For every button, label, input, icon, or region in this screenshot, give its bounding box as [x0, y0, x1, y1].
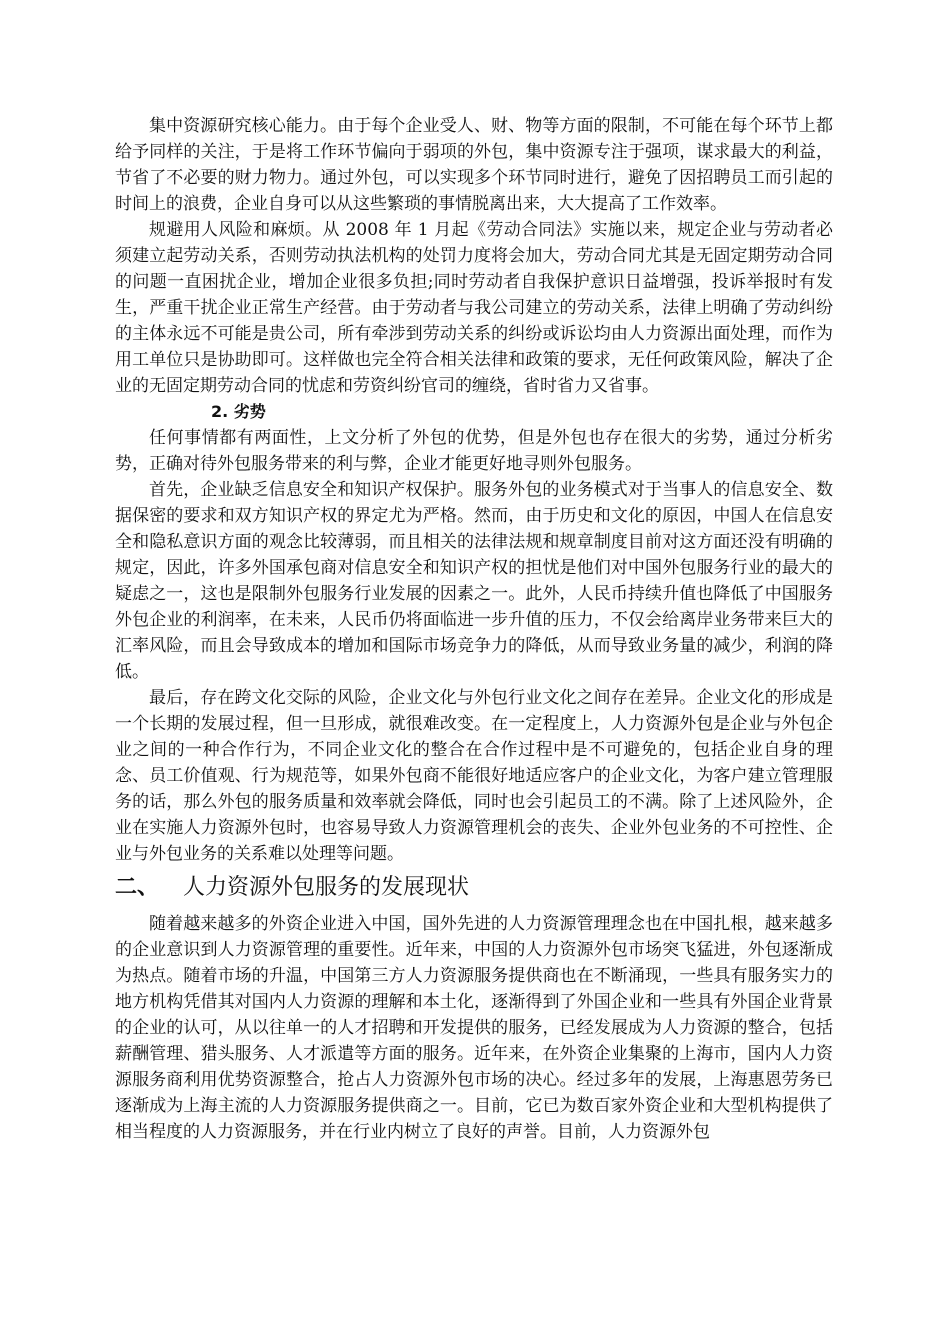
- paragraph-employment-risk: 规避用人风险和麻烦。从 2008 年 1 月起《劳动合同法》实施以来，规定企业与劳动者必须建立起劳动关系，否则劳动执法机构的处罚力度将会加大，劳动合同尤其是无固定期劳动合同的问题一直困扰企业，增加企业很多负担;同时劳动者自我保护意识日益增强，投诉举报时有发生，严重干扰企业正常生产经营。由于劳动者与我公司建立的劳动关系，法律上明确了劳动纠纷的主体永远不可能是贵公司，所有牵涉到劳动关系的纠纷或诉讼均由人力资源出面处理，而作为用工单位只是协助即可。这样做也完全符合相关法律和政策的要求，无任何政策风险，解决了企业的无固定期劳动合同的忧虑和劳资纠纷官司的缠绕，省时省力又省事。: [115, 220, 833, 396]
- chapter-number: 二、: [115, 875, 160, 900]
- paragraph-core-competence: 集中资源研究核心能力。由于每个企业受人、财、物等方面的限制，不可能在每个环节上都给予同样的关注，于是将工作环节偏向于弱项的外包，集中资源专注于强项，谋求最大的利益，节省了不必要的财力物力。通过外包，可以实现多个环节同时进行，避免了因招聘员工而引起的时间上的浪费，企业自身可以从这些繁琐的事情脱离出来，大大提高了工作效率。: [115, 116, 833, 214]
- paragraph-cultural-risk: 最后，存在跨文化交际的风险，企业文化与外包行业文化之间存在差异。企业文化的形成是一个长期的发展过程，但一旦形成，就很难改变。在一定程度上，人力资源外包是企业与外包企业之间的一种合作行为，不同企业文化的整合在合作过程中是不可避免的，包括企业自身的理念、员工价值观、行为规范等，如果外包商不能很好地适应客户的企业文化，为客户建立管理服务的话，那么外包的服务质量和效率就会降低，同时也会引起员工的不满。除了上述风险外，企业在实施人力资源外包时，也容易导致人力资源管理机会的丧失、企业外包业务的不可控性、企业与外包业务的关系难以处理等问题。: [115, 688, 833, 864]
- paragraph-information-security: 首先，企业缺乏信息安全和知识产权保护。服务外包的业务模式对于当事人的信息安全、数据保密的要求和双方知识产权的界定尤为严格。然而，由于历史和文化的原因，中国人在信息安全和隐私意识方面的观念比较薄弱，而且相关的法律法规和规章制度目前对这方面还没有明确的规定，因此，许多外国承包商对信息安全和知识产权的担忧是他们对中国外包服务行业的最大的疑虑之一，这也是限制外包服务行业发展的因素之一。此外，人民币持续升值也降低了中国服务外包企业的利润率，在未来，人民币仍将面临进一步升值的压力，不仅会给离岸业务带来巨大的汇率风险，而且会导致成本的增加和国际市场竞争力的降低，从而导致业务量的减少，利润的降低。: [115, 480, 833, 682]
- chapter-heading: [115, 871, 833, 905]
- document-page: [115, 113, 833, 1145]
- paragraph-development-status: 随着越来越多的外资企业进入中国，国外先进的人力资源管理理念也在中国扎根，越来越多的企业意识到人力资源管理的重要性。近年来，中国的人力资源外包市场突飞猛进，外包逐渐成为热点。随着市场的升温，中国第三方人力资源服务提供商也在不断涌现，一些具有服务实力的地方机构凭借其对国内人力资源的理解和本土化，逐渐得到了外国企业和一些具有外国企业背景的企业的认可，从以往单一的人才招聘和开发提供的服务，已经发展成为人力资源的整合，包括薪酬管理、猎头服务、人才派遣等方面的服务。近年来，在外资企业集聚的上海市，国内人力资源服务商利用优势资源整合，抢占人力资源外包市场的决心。经过多年的发展，上海惠恩劳务已逐渐成为上海主流的人力资源服务提供商之一。目前，它已为数百家外资企业和大型机构提供了相当程度的人力资源服务，并在行业内树立了良好的声誉。目前，人力资源外包: [115, 914, 833, 1142]
- subheading-disadvantages: 2. 劣势: [211, 402, 266, 421]
- chapter-title: 人力资源外包服务的发展现状: [183, 875, 470, 900]
- paragraph-two-sides: 任何事情都有两面性，上文分析了外包的优势，但是外包也存在很大的劣势，通过分析劣势，正确对待外包服务带来的利与弊，企业才能更好地寻则外包服务。: [115, 428, 833, 474]
